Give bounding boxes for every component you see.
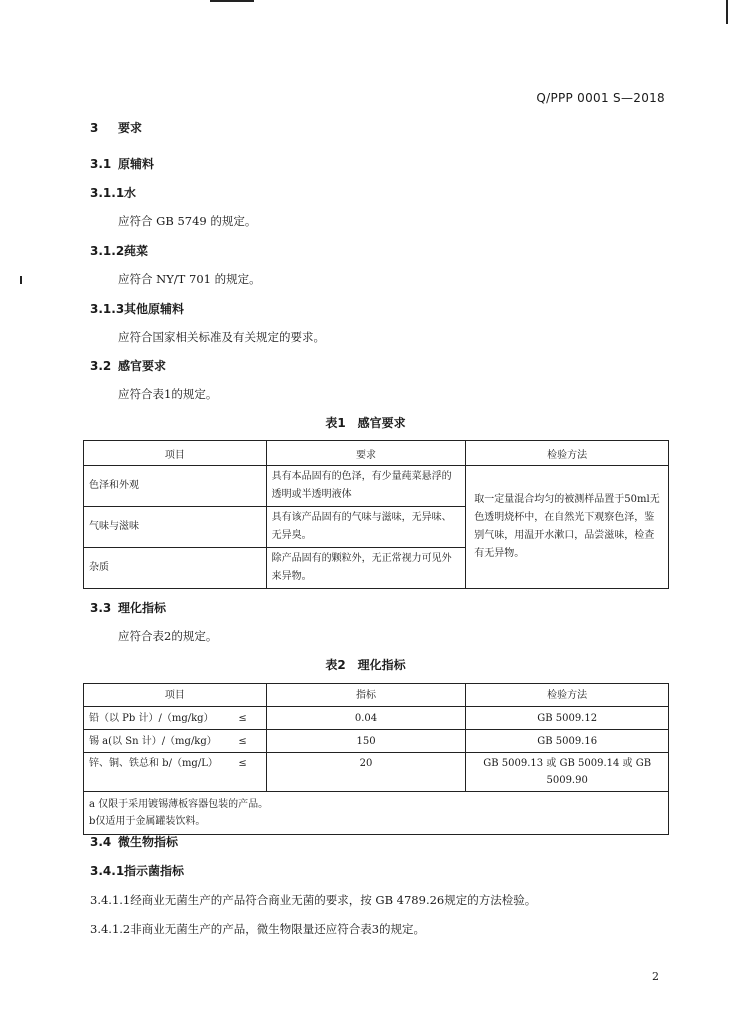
operator: ≤ <box>238 758 247 769</box>
requirement-cell: 除产品固有的颗粒外，无正常视力可见外来异物。 <box>266 548 466 589</box>
section-3-4-1-heading: 3.4.1指示菌指标 <box>90 864 185 878</box>
method-cell: GB 5009.12 <box>466 707 669 730</box>
column-header: 检验方法 <box>466 684 669 707</box>
table-header-row <box>84 441 669 466</box>
section-3-4-heading: 3.4 微生物指标 <box>90 835 179 849</box>
operator: ≤ <box>238 712 247 724</box>
value-cell: 0.04 <box>266 707 466 730</box>
scan-mark-left <box>20 276 22 284</box>
operator: ≤ <box>238 735 247 747</box>
table1-caption: 表1 感官要求 <box>325 416 406 430</box>
section-3-1-3-text: 应符合国家相关标准及有关规定的要求。 <box>118 330 325 344</box>
section-3-1-1-text: 应符合 GB 5749 的规定。 <box>118 214 257 228</box>
section-3-1-2-text: 应符合 NY/T 701 的规定。 <box>118 272 261 286</box>
method-cell: 取一定量混合均匀的被测样品置于50ml无色透明烧杯中，在自然光下观察色泽，鉴别气味，用温开水漱口，品尝滋味，检查有无异物。 <box>466 466 669 589</box>
document-code: Q/PPP 0001 S—2018 <box>536 91 665 105</box>
section-3-3-text: 应符合表2的规定。 <box>118 629 218 643</box>
section-3-1-heading: 3.1 原辅料 <box>90 157 155 171</box>
requirement-cell: 具有本品固有的色泽，有少量莼菜悬浮的透明或半透明液体 <box>266 466 466 507</box>
value-cell: 150 <box>266 730 466 753</box>
page-number: 2 <box>652 970 659 983</box>
footnote-row <box>84 792 669 835</box>
table-row <box>84 730 669 753</box>
section-3-3-heading: 3.3 理化指标 <box>90 601 167 615</box>
item-cell: 锡 a(以 Sn 计）/（mg/kg） ≤ <box>84 730 267 753</box>
table-row <box>84 753 669 792</box>
footnote: a 仅限于采用镀锡薄板容器包装的产品。 <box>89 799 269 810</box>
table-row <box>84 707 669 730</box>
requirement-cell: 具有该产品固有的气味与滋味，无异味、无异臭。 <box>266 507 466 548</box>
value-cell: 20 <box>266 753 466 792</box>
footnote: b仅适用于金属罐装饮料。 <box>89 816 206 827</box>
physicochemical-table <box>83 683 669 835</box>
column-header: 检验方法 <box>466 441 669 466</box>
item-cell: 锌、铜、铁总和 b/（mg/L） ≤ <box>84 753 267 792</box>
column-header: 项目 <box>84 684 267 707</box>
section-3-1-1-heading: 3.1.1水 <box>90 186 137 200</box>
section-3-2-heading: 3.2 感官要求 <box>90 359 167 373</box>
item-cell: 杂质 <box>84 548 267 589</box>
column-header: 项目 <box>84 441 267 466</box>
section-3-2-text: 应符合表1的规定。 <box>118 387 218 401</box>
column-header: 要求 <box>266 441 466 466</box>
sensory-requirements-table <box>83 440 669 589</box>
method-cell: GB 5009.13 或 GB 5009.14 或 GB 5009.90 <box>466 753 669 792</box>
section-3-1-3-heading: 3.1.3其他原辅料 <box>90 302 185 316</box>
item-cell: 色泽和外观 <box>84 466 267 507</box>
section-3-1-2-heading: 3.1.2莼菜 <box>90 244 149 258</box>
table-row <box>84 466 669 507</box>
section-3-heading: 3 要求 <box>90 121 143 135</box>
table-header-row <box>84 684 669 707</box>
method-cell: GB 5009.16 <box>466 730 669 753</box>
paragraph-3-4-1-2: 3.4.1.2非商业无菌生产的产品，微生物限量还应符合表3的规定。 <box>90 922 426 936</box>
item-cell: 气味与滋味 <box>84 507 267 548</box>
scan-mark-right <box>726 0 728 24</box>
table2-caption: 表2 理化指标 <box>325 658 406 672</box>
item-cell: 铅（以 Pb 计）/（mg/kg） ≤ <box>84 707 267 730</box>
column-header: 指标 <box>266 684 466 707</box>
paragraph-3-4-1-1: 3.4.1.1经商业无菌生产的产品符合商业无菌的要求，按 GB 4789.26规定的方法检验。 <box>90 893 537 907</box>
scan-mark-top <box>210 0 254 2</box>
